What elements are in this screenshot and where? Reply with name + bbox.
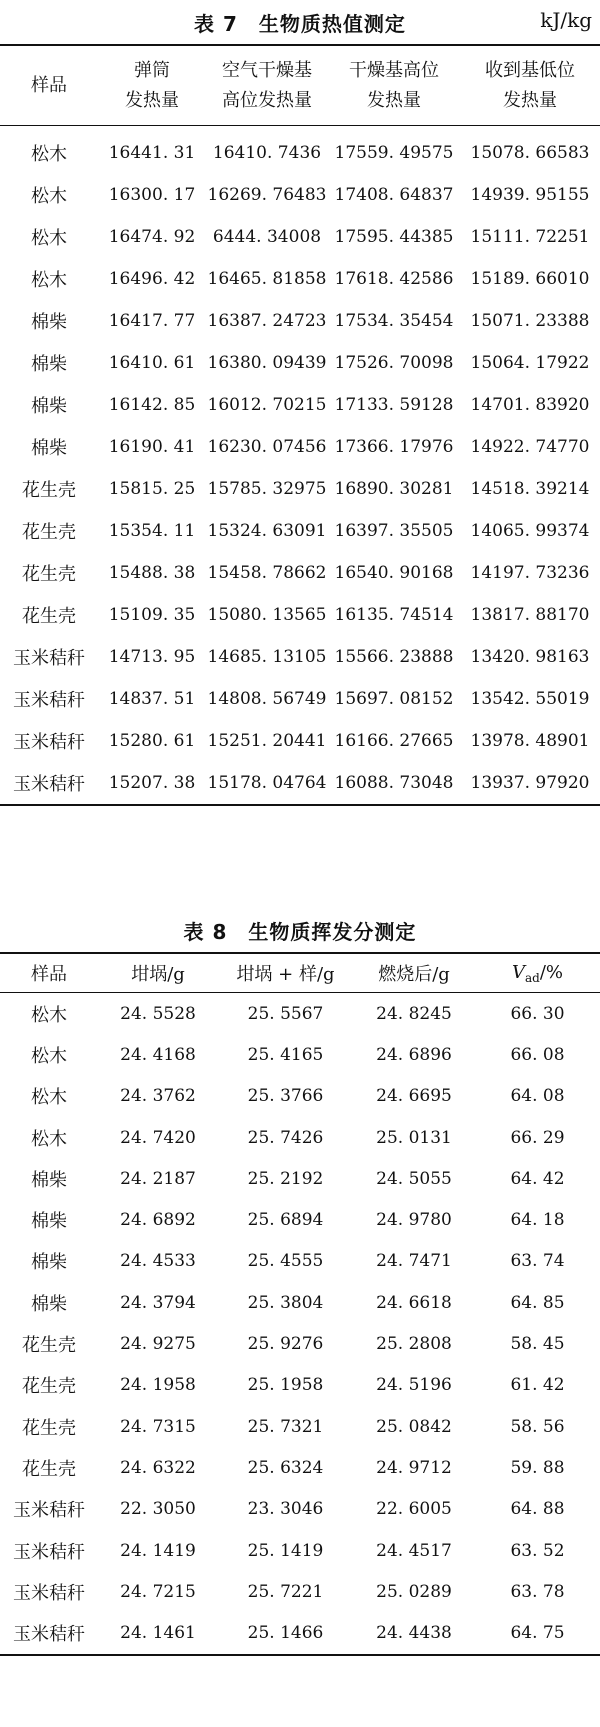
- value-cell: 17595. 44385: [334, 227, 454, 247]
- value-cell: 25. 5567: [247, 1003, 324, 1024]
- sample-cell: 棉柴: [31, 312, 67, 333]
- sample-cell: 松木: [31, 1045, 67, 1067]
- sample-cell: 松木: [31, 1004, 67, 1026]
- value-cell: 61. 42: [510, 1375, 565, 1396]
- value-cell: 15080. 13565: [207, 605, 327, 625]
- table-row: [0, 426, 600, 468]
- header-line2: 发热量: [367, 89, 421, 111]
- header-line2: 发热量: [125, 89, 179, 111]
- header-line1: 弹筒: [134, 59, 170, 81]
- table-row: [0, 174, 600, 216]
- table-row: [0, 1406, 600, 1447]
- sample-cell: 玉米秸秆: [13, 1624, 85, 1646]
- value-cell: 17408. 64837: [334, 185, 454, 205]
- sample-cell: 松木: [31, 228, 67, 249]
- table-row: [0, 1489, 600, 1530]
- value-cell: 15078. 66583: [470, 143, 590, 163]
- table-row: [0, 1241, 600, 1282]
- header-crucible-sample: 坩埚 + 样/g: [218, 953, 353, 993]
- value-cell: 24. 7315: [120, 1416, 196, 1437]
- value-cell: 24. 6695: [376, 1086, 452, 1107]
- table-7-unit: kJ/kg: [540, 8, 592, 32]
- value-cell: 16088. 73048: [334, 773, 454, 793]
- value-cell: 24. 9712: [376, 1457, 452, 1478]
- value-cell: 17526. 70098: [334, 353, 454, 373]
- value-cell: 13937. 97920: [470, 773, 590, 793]
- value-cell: 16540. 90168: [334, 563, 454, 583]
- sample-cell: 花生壳: [22, 522, 76, 543]
- table-row: [0, 1282, 600, 1323]
- value-cell: 13420. 98163: [470, 647, 590, 667]
- sample-cell: 玉米秸秆: [13, 1582, 85, 1604]
- value-cell: 14939. 95155: [470, 185, 590, 205]
- sample-cell: 棉柴: [31, 354, 67, 375]
- table-row: [0, 1199, 600, 1240]
- value-cell: 13817. 88170: [470, 605, 590, 625]
- sample-cell: 松木: [31, 186, 67, 207]
- value-cell: 24. 7215: [120, 1581, 196, 1602]
- table-row: [0, 1117, 600, 1158]
- value-cell: 25. 4555: [247, 1251, 324, 1272]
- value-cell: 15354. 11: [108, 521, 196, 541]
- value-cell: 24. 6892: [120, 1210, 196, 1231]
- sample-cell: 花生壳: [22, 1335, 76, 1357]
- sample-cell: 玉米秸秆: [13, 690, 85, 711]
- value-cell: 24. 6322: [120, 1457, 196, 1478]
- value-cell: 24. 4168: [120, 1044, 196, 1065]
- value-cell: 13978. 48901: [470, 731, 590, 751]
- table-row: [0, 126, 600, 175]
- sample-cell: 棉柴: [31, 396, 67, 417]
- value-cell: 64. 85: [510, 1292, 565, 1313]
- value-cell: 63. 78: [510, 1581, 565, 1602]
- table-row: [0, 1571, 600, 1612]
- value-cell: 25. 6324: [247, 1457, 324, 1478]
- value-cell: 24. 3794: [120, 1292, 196, 1313]
- value-cell: 15251. 20441: [207, 731, 327, 751]
- header-line1: 干燥基高位: [349, 59, 439, 81]
- table-row: [0, 1158, 600, 1199]
- value-cell: 25. 7426: [247, 1127, 324, 1148]
- value-cell: 17559. 49575: [334, 143, 454, 163]
- value-cell: 13542. 55019: [470, 689, 590, 709]
- value-cell: 15178. 04764: [207, 773, 327, 793]
- value-cell: 24. 7471: [376, 1251, 452, 1272]
- sample-cell: 玉米秸秆: [13, 732, 85, 753]
- value-cell: 15697. 08152: [334, 689, 454, 709]
- table-row: [0, 510, 600, 552]
- value-cell: 66. 08: [510, 1044, 565, 1065]
- value-cell: 25. 1419: [247, 1540, 324, 1561]
- value-cell: 16410. 7436: [212, 143, 322, 163]
- value-cell: 16397. 35505: [334, 521, 454, 541]
- value-cell: 25. 0131: [376, 1127, 452, 1148]
- value-cell: 16465. 81858: [207, 269, 327, 289]
- table-row: [0, 258, 600, 300]
- header-row: [0, 45, 600, 126]
- value-cell: 24. 5196: [376, 1375, 452, 1396]
- vad-subscript: ad: [524, 970, 540, 985]
- value-cell: 14685. 13105: [207, 647, 327, 667]
- header-line2: 高位发热量: [222, 89, 312, 111]
- table-7-caption: [0, 0, 600, 44]
- volatile-matter-table: [0, 952, 600, 1656]
- table-row: [0, 636, 600, 678]
- sample-cell: 棉柴: [31, 1211, 67, 1233]
- table-row: [0, 342, 600, 384]
- table-row: [0, 468, 600, 510]
- value-cell: 17366. 17976: [334, 437, 454, 457]
- value-cell: 63. 74: [510, 1251, 565, 1272]
- value-cell: 14808. 56749: [207, 689, 327, 709]
- header-line1: 收到基低位: [485, 59, 575, 81]
- value-cell: 16166. 27665: [334, 731, 454, 751]
- value-cell: 25. 3804: [247, 1292, 324, 1313]
- value-cell: 25. 2192: [247, 1168, 324, 1189]
- table-row: [0, 1365, 600, 1406]
- value-cell: 24. 7420: [120, 1127, 196, 1148]
- value-cell: 14518. 39214: [470, 479, 590, 499]
- value-cell: 22. 3050: [120, 1499, 196, 1520]
- header-row: [0, 953, 600, 993]
- sample-cell: 花生壳: [22, 1417, 76, 1439]
- value-cell: 17534. 35454: [334, 311, 454, 331]
- sample-cell: 花生壳: [22, 564, 76, 585]
- value-cell: 24. 5528: [120, 1003, 196, 1024]
- value-cell: 16135. 74514: [334, 605, 454, 625]
- value-cell: 16380. 09439: [207, 353, 327, 373]
- sample-cell: 玉米秸秆: [13, 774, 85, 795]
- value-cell: 15109. 35: [108, 605, 196, 625]
- header-after-burning: 燃烧后/g: [353, 953, 475, 993]
- value-cell: 14713. 95: [108, 647, 196, 667]
- value-cell: 64. 42: [510, 1168, 565, 1189]
- header-line2: 发热量: [503, 89, 557, 111]
- header-dry-gross: [328, 45, 460, 126]
- value-cell: 25. 1958: [247, 1375, 324, 1396]
- value-cell: 16417. 77: [108, 311, 196, 331]
- value-cell: 25. 2808: [376, 1334, 452, 1355]
- value-cell: 25. 9276: [247, 1334, 324, 1355]
- value-cell: 16387. 24723: [207, 311, 327, 331]
- table-7-block: [0, 0, 600, 806]
- sample-cell: 玉米秸秆: [13, 648, 85, 669]
- table-row: [0, 762, 600, 805]
- sample-cell: 花生壳: [22, 1376, 76, 1398]
- vad-symbol: V: [511, 961, 525, 983]
- value-cell: 59. 88: [510, 1457, 565, 1478]
- sample-cell: 棉柴: [31, 1252, 67, 1274]
- sample-cell: 花生壳: [22, 606, 76, 627]
- value-cell: 15815. 25: [108, 479, 196, 499]
- value-cell: 24. 5055: [376, 1168, 452, 1189]
- value-cell: 14701. 83920: [470, 395, 590, 415]
- table-8-caption: [0, 908, 600, 952]
- value-cell: 25. 0289: [376, 1581, 452, 1602]
- value-cell: 24. 1419: [120, 1540, 196, 1561]
- value-cell: 25. 7321: [247, 1416, 324, 1437]
- value-cell: 15207. 38: [108, 773, 196, 793]
- value-cell: 15189. 66010: [470, 269, 590, 289]
- value-cell: 64. 88: [510, 1499, 565, 1520]
- value-cell: 24. 6896: [376, 1044, 452, 1065]
- value-cell: 16190. 41: [108, 437, 196, 457]
- header-sample: 样品: [0, 953, 98, 993]
- value-cell: 14837. 51: [108, 689, 196, 709]
- value-cell: 24. 6618: [376, 1292, 452, 1313]
- value-cell: 15488. 38: [108, 563, 196, 583]
- value-cell: 22. 6005: [376, 1499, 452, 1520]
- value-cell: 24. 3762: [120, 1086, 196, 1107]
- value-cell: 58. 45: [510, 1334, 565, 1355]
- value-cell: 16012. 70215: [207, 395, 327, 415]
- value-cell: 15324. 63091: [207, 521, 327, 541]
- value-cell: 16269. 76483: [207, 185, 327, 205]
- value-cell: 24. 2187: [120, 1168, 196, 1189]
- value-cell: 24. 4438: [376, 1623, 452, 1644]
- table-8-body: [0, 993, 600, 1655]
- value-cell: 25. 1466: [247, 1623, 324, 1644]
- value-cell: 15280. 61: [108, 731, 196, 751]
- value-cell: 24. 1461: [120, 1623, 196, 1644]
- value-cell: 14065. 99374: [470, 521, 590, 541]
- value-cell: 24. 1958: [120, 1375, 196, 1396]
- table-row: [0, 552, 600, 594]
- table-row: [0, 1530, 600, 1571]
- sample-cell: 棉柴: [31, 1293, 67, 1315]
- header-sample-label: 样品: [31, 74, 67, 96]
- sample-cell: 玉米秸秆: [13, 1500, 85, 1522]
- table-row: [0, 384, 600, 426]
- value-cell: 16230. 07456: [207, 437, 327, 457]
- value-cell: 58. 56: [510, 1416, 565, 1437]
- value-cell: 15071. 23388: [470, 311, 590, 331]
- heating-value-table: [0, 44, 600, 806]
- value-cell: 25. 3766: [247, 1086, 324, 1107]
- value-cell: 66. 30: [510, 1003, 565, 1024]
- table-row: [0, 1612, 600, 1654]
- table-8-title: 表 8 生物质挥发分测定: [183, 920, 417, 944]
- value-cell: 15064. 17922: [470, 353, 590, 373]
- header-received-net: [460, 45, 600, 126]
- value-cell: 17618. 42586: [334, 269, 454, 289]
- value-cell: 24. 9780: [376, 1210, 452, 1231]
- sample-cell: 花生壳: [22, 1458, 76, 1480]
- sample-cell: 棉柴: [31, 438, 67, 459]
- table-row: [0, 678, 600, 720]
- table-row: [0, 216, 600, 258]
- table-8-block: [0, 908, 600, 1656]
- table-7-body: [0, 126, 600, 806]
- value-cell: 66. 29: [510, 1127, 565, 1148]
- sample-cell: 棉柴: [31, 1169, 67, 1191]
- table-row: [0, 1447, 600, 1488]
- header-line1: 空气干燥基: [222, 59, 312, 81]
- value-cell: 24. 4533: [120, 1251, 196, 1272]
- value-cell: 24. 9275: [120, 1334, 196, 1355]
- sample-cell: 松木: [31, 1087, 67, 1109]
- table-row: [0, 1034, 600, 1075]
- header-bomb-heat: [98, 45, 206, 126]
- value-cell: 25. 4165: [247, 1044, 324, 1065]
- header-vad: [475, 953, 600, 993]
- value-cell: 16300. 17: [108, 185, 196, 205]
- sample-cell: 松木: [31, 270, 67, 291]
- value-cell: 14922. 74770: [470, 437, 590, 457]
- header-air-dry-gross: [206, 45, 328, 126]
- value-cell: 25. 7221: [247, 1581, 324, 1602]
- value-cell: 64. 18: [510, 1210, 565, 1231]
- table-row: [0, 1076, 600, 1117]
- value-cell: 14197. 73236: [470, 563, 590, 583]
- table-row: [0, 300, 600, 342]
- value-cell: 64. 75: [510, 1623, 565, 1644]
- sample-cell: 玉米秸秆: [13, 1541, 85, 1563]
- value-cell: 16890. 30281: [334, 479, 454, 499]
- value-cell: 24. 8245: [376, 1003, 452, 1024]
- value-cell: 16496. 42: [108, 269, 196, 289]
- value-cell: 24. 4517: [376, 1540, 452, 1561]
- table-row: [0, 1323, 600, 1364]
- value-cell: 16410. 61: [108, 353, 196, 373]
- sample-cell: 花生壳: [22, 480, 76, 501]
- value-cell: 16142. 85: [108, 395, 196, 415]
- header-crucible: 坩埚/g: [98, 953, 218, 993]
- table-row: [0, 993, 600, 1035]
- value-cell: 23. 3046: [247, 1499, 324, 1520]
- sample-cell: 松木: [31, 1128, 67, 1150]
- value-cell: 25. 0842: [376, 1416, 452, 1437]
- value-cell: 15566. 23888: [334, 647, 454, 667]
- value-cell: 15458. 78662: [207, 563, 327, 583]
- header-sample: [0, 45, 98, 126]
- value-cell: 6444. 34008: [212, 227, 322, 247]
- table-7-title: 表 7 生物质热值测定: [194, 12, 406, 36]
- value-cell: 25. 6894: [247, 1210, 324, 1231]
- table-row: [0, 720, 600, 762]
- vad-unit: /%: [539, 961, 563, 983]
- value-cell: 17133. 59128: [334, 395, 454, 415]
- value-cell: 16474. 92: [108, 227, 196, 247]
- value-cell: 15111. 72251: [470, 227, 590, 247]
- table-row: [0, 594, 600, 636]
- value-cell: 16441. 31: [108, 143, 196, 163]
- value-cell: 64. 08: [510, 1086, 565, 1107]
- value-cell: 63. 52: [510, 1540, 565, 1561]
- value-cell: 15785. 32975: [207, 479, 327, 499]
- sample-cell: 松木: [31, 144, 67, 165]
